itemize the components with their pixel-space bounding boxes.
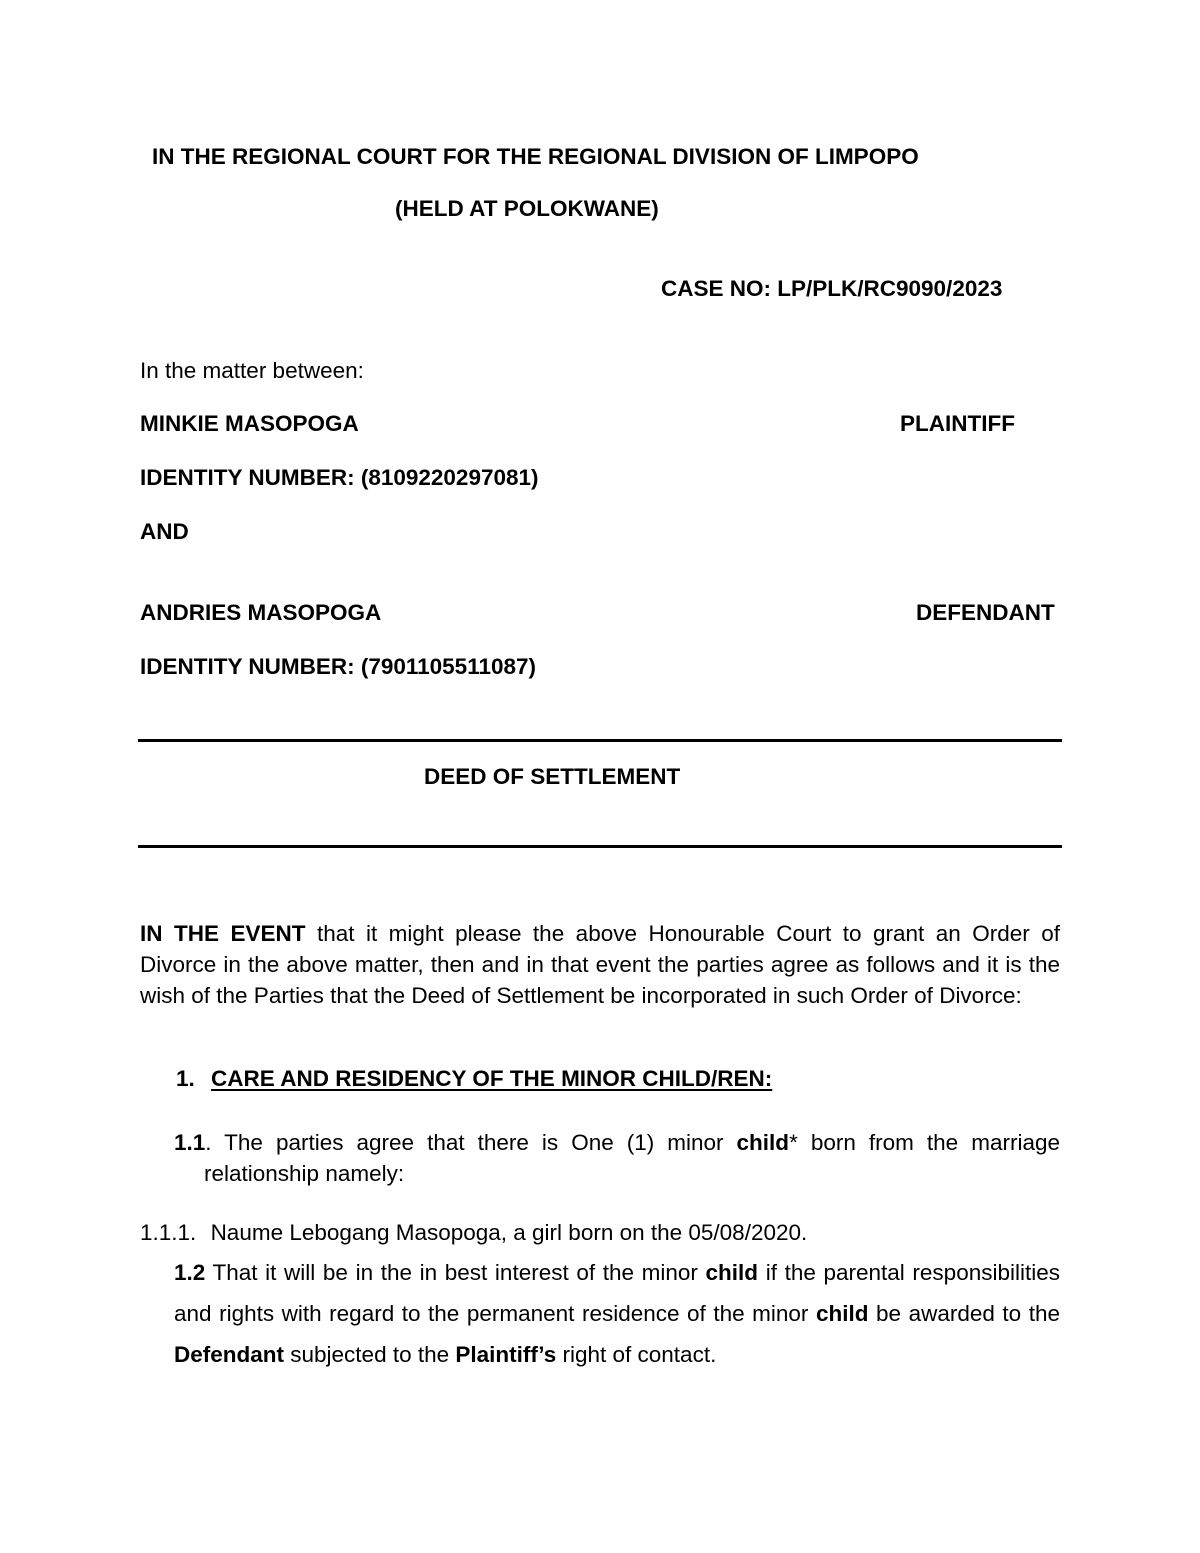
section-1-number: 1. — [176, 1066, 195, 1091]
clause-1-2-bold-plaintiffs: Plaintiff’s — [455, 1342, 557, 1367]
plaintiff-identity-number — [140, 467, 539, 490]
clause-1-1-bold-child: child — [736, 1130, 790, 1155]
case-number: CASE NO: LP/PLK/RC9090/2023 — [661, 276, 1003, 301]
clause-1-1-text-a: The parties agree that there is One (1) minor — [211, 1130, 737, 1155]
title-rule-top — [138, 739, 1062, 742]
clause-1-1 — [174, 1127, 1060, 1189]
clause-1-1-number: 1.1 — [174, 1130, 206, 1155]
clause-1-2 — [174, 1252, 1060, 1375]
matter-between-label: In the matter between: — [140, 358, 364, 383]
and-separator: AND — [140, 519, 189, 544]
section-1-heading — [176, 1068, 772, 1091]
clause-1-2-bold-child-a: child — [705, 1260, 759, 1285]
clause-1-2-text-c: be awarded to the — [868, 1301, 1060, 1326]
section-1-title: CARE AND RESIDENCY OF THE MINOR CHILD/REN: — [211, 1066, 773, 1091]
plaintiff-role: PLAINTIFF — [900, 411, 1015, 436]
clause-1-1-1-text: Naume Lebogang Masopoga, a girl born on the 05/08/2020. — [210, 1220, 808, 1245]
plaintiff-name: MINKIE MASOPOGA — [140, 411, 359, 436]
clause-1-1-1 — [140, 1222, 807, 1245]
defendant-id-value: : (7901105511087) — [347, 654, 537, 679]
clause-1-1-dot: . — [205, 1130, 212, 1155]
clause-1-1-1-number: 1.1.1. — [140, 1220, 197, 1245]
clause-1-2-bold-child-b: child — [815, 1301, 869, 1326]
defendant-name: ANDRIES MASOPOGA — [140, 600, 382, 625]
defendant-id-label: IDENTITY NUMBER — [140, 654, 348, 679]
clause-1-2-text-d: subjected to the — [284, 1342, 456, 1367]
clause-1-2-text-a: That it will be in the in best interest of the minor — [205, 1260, 706, 1285]
plaintiff-id-label: IDENTITY NUMBER — [140, 465, 348, 490]
intro-text: that it might please the above Honourable Court to grant an Order of Divorce in the above matter, then and in that event the parties agree as follows and it is the wish of the Parties that the Deed of Settlement be incorporated in such Order of Divorce: — [140, 921, 1060, 1008]
plaintiff-id-value: : (8109220297081) — [347, 465, 539, 490]
intro-paragraph — [140, 918, 1060, 1011]
title-rule-bottom — [138, 845, 1062, 848]
defendant-role: DEFENDANT — [916, 600, 1055, 625]
held-at-line: (HELD AT POLOKWANE) — [395, 196, 659, 221]
defendant-identity-number — [140, 656, 536, 679]
intro-lead: IN THE EVENT — [140, 921, 306, 946]
clause-1-2-text-e: right of contact. — [556, 1342, 717, 1367]
clause-1-2-number: 1.2 — [174, 1260, 206, 1285]
court-heading: IN THE REGIONAL COURT FOR THE REGIONAL DIVISION OF LIMPOPO — [152, 144, 919, 169]
document-title: DEED OF SETTLEMENT — [424, 764, 681, 789]
clause-1-1-text-b: * born from the marriage relationship namely: — [204, 1130, 1060, 1186]
clause-1-1-body — [174, 1127, 1060, 1189]
clause-1-2-bold-defendant: Defendant — [174, 1342, 285, 1367]
clause-1-2-text-b: if the parental responsibilities and rights with regard to the permanent residence of the minor — [174, 1260, 1060, 1326]
